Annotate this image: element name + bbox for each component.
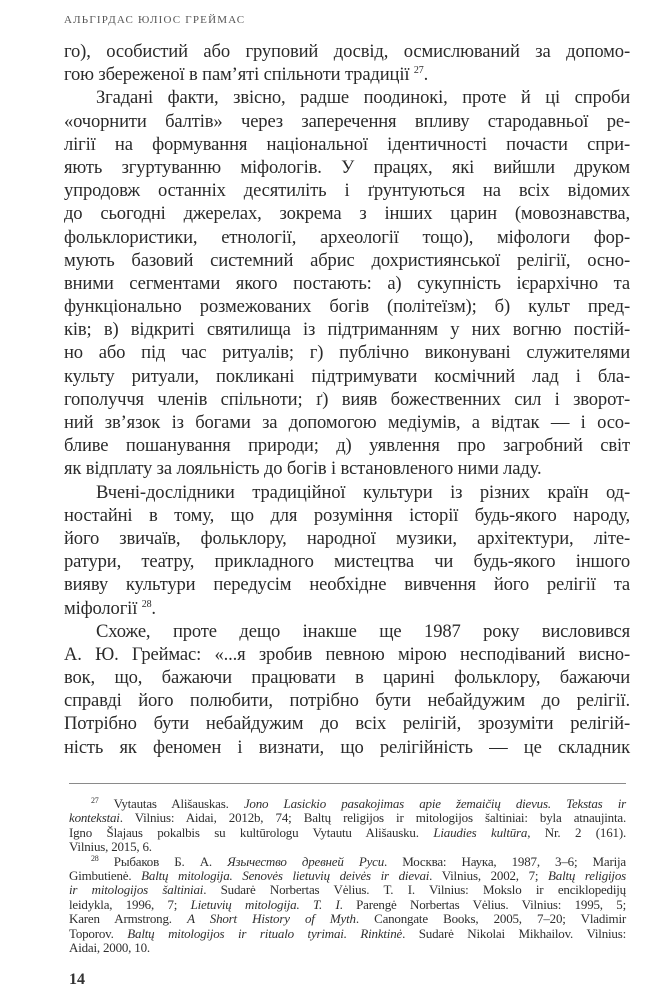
text-line: А. Ю. Греймас: «...я зробив певною мірою несподіваний висно- xyxy=(64,643,630,665)
footnote-line xyxy=(69,811,626,825)
text-line: Згадані факти, звісно, радше поодинокі, проте й ці спроби xyxy=(96,87,630,109)
footnotes xyxy=(69,797,626,955)
body-text xyxy=(64,40,630,759)
footnote-text: leidykla, 1996, 7; xyxy=(69,896,191,912)
text-line: лігії на формування національної ідентичності почасти спри- xyxy=(64,133,630,155)
running-head: АЛЬГІРДАС ЮЛІОС ГРЕЙМАС xyxy=(64,14,246,26)
text-line: вияву культури передусім необхідне вивчення його релігії та xyxy=(64,574,630,596)
text-line: Вчені-дослідники традиційної культури із різних країн од- xyxy=(96,481,630,503)
footnote-text: Toporov. xyxy=(69,925,128,941)
text-line: ків; в) відкриті святилища із підтриманням у них вогню постій- xyxy=(64,319,630,341)
text-line: яють згуртуванню міфологів. У працях, які вийшли друком xyxy=(64,156,630,178)
footnote-title: Baltų religijos xyxy=(548,867,626,883)
footnote-line xyxy=(69,855,626,869)
text-line: Схоже, проте дещо інакше ще 1987 року висловився xyxy=(96,620,630,642)
text-line: до сьогодні джерелах, зокрема з інших царин (мовознавства, xyxy=(64,203,630,225)
text-line: культу ритуали, покликані підтримувати космічний лад і бла- xyxy=(64,365,630,387)
text-line-content: гою збереженої в пам’яті спільноти традиції xyxy=(64,64,410,86)
footnote-ref-27[interactable]: 27 xyxy=(413,65,424,77)
footnote-line: Vilnius, 2015, 6. xyxy=(69,839,152,855)
text-line: вок, що, бажаючи працювати в царині фольклору, бажаючи xyxy=(64,667,630,689)
text-line: міфології $^{28}$. xyxy=(64,597,156,619)
footnote-text: . Vilnius, 2002, 7; xyxy=(429,867,549,883)
text-line: упродовж останніх десятиліть і ґрунтуються на всіх відомих xyxy=(64,180,630,202)
text-line: його звичаїв, фольклору, народної музики, архітектури, літе- xyxy=(64,527,630,549)
text-line: гою збереженої в пам’яті спільноти традиції $^{27}$. xyxy=(64,64,429,86)
footnote-title: Язычество древней Руси xyxy=(227,853,385,869)
footnote-title: A Short History of Myth xyxy=(187,911,356,927)
text-line: го), особистий або груповий досвід, осмислюваний за допомо- xyxy=(64,41,630,62)
page-number: 14 xyxy=(69,971,85,988)
footnote-title: Jono Lasickio pasakojimas apie žemaičių dievus. Tekstas ir xyxy=(243,796,626,811)
footnote-text: Igno Šlajaus pokalbis su kultūrologu Vytautu Ališausku. xyxy=(69,824,434,840)
footnote-line xyxy=(69,912,626,926)
text-line: бливе пошанування природи; д) уявлення про загробний світ xyxy=(64,435,630,457)
text-line: ність як феномен і визнати, що релігійність — це складник xyxy=(64,736,630,758)
footnote-title: kontekstai xyxy=(69,810,120,826)
text-line: гополуччя членів спільноти; ґ) вияв божественних сил і зворот- xyxy=(64,388,630,410)
text-line: ностайні в тому, що для розуміння історії будь-якого народу, xyxy=(64,504,630,526)
text-line: ратури, театру, прикладного мистецтва чи будь-якого іншого xyxy=(64,551,630,573)
footnote-text: . Parengė Norbertas Vėlius. Vilnius: 1995, 5; xyxy=(339,896,627,912)
footnote-text: Vytautas Ališauskas. xyxy=(113,796,244,811)
text-line: Потрібно бути небайдужим до всіх релігій, зрозуміти релігій- xyxy=(64,713,630,735)
footnote-text: . Москва: Наука, 1987, 3–6; Marija xyxy=(384,853,626,869)
footnote-line xyxy=(69,898,626,912)
footnote-title: Baltų mitologijos ir ritualo tyrimai. Rinktinė xyxy=(127,925,403,941)
footnote-title: ir mitologijos šaltiniai xyxy=(69,882,204,898)
footnote-line xyxy=(69,826,626,840)
footnote-title: Baltų mitologija. Senovės lietuvių deivės ir dievai xyxy=(141,867,430,883)
footnote-line xyxy=(69,883,626,897)
text-line: мують базовий системний абрис дохристиянської релігії, осно- xyxy=(64,249,630,271)
text-line: ний зв’язок із богами за допомогою медіумів, а відтак — і осо- xyxy=(64,412,630,433)
footnote-title: Liaudies kultūra xyxy=(433,824,528,840)
footnote-text: Karen Armstrong. xyxy=(69,911,188,927)
footnote-line: Aidai, 2000, 10. xyxy=(69,939,150,955)
footnote-text: . Canongate Books, 2005, 7–20; Vladimir xyxy=(355,911,626,927)
footnote-divider xyxy=(69,783,626,784)
text-line: як відплату за лояльність до богів і встановленого ними ладу. xyxy=(64,458,542,480)
footnote-text: . Vilnius: Aidai, 2012b, 74; Baltų religijos ir mitologijos šaltiniai: byla atnaujinta. xyxy=(119,810,626,826)
footnote-line xyxy=(69,869,626,883)
footnote-27 xyxy=(69,797,626,855)
footnote-line xyxy=(69,797,626,811)
footnote-line xyxy=(69,927,626,941)
text-line: функціонально розмежованих богів (політеїзм); б) культ пред- xyxy=(64,296,630,318)
footnote-28 xyxy=(69,855,626,956)
footnote-text: . Sudarė Norbertas Vėlius. T. I. Vilnius: Mokslo ir enciklopedijų xyxy=(203,882,626,898)
text-line: но або під час ритуалів; г) публічно виконувані служителями xyxy=(64,342,630,364)
footnote-text: . Sudarė Nikolai Mikhailov. Vilnius: xyxy=(402,925,626,941)
footnote-mark: 28 xyxy=(91,853,99,863)
text-line: вними сегментами якого постають: а) сукупність ієрархічно та xyxy=(64,272,630,294)
footnote-text: , Nr. 2 (161). xyxy=(527,824,627,840)
text-line-content: міфології xyxy=(64,597,138,619)
footnote-ref-28[interactable]: 28 xyxy=(141,598,152,610)
text-line: справді його полюбити, потрібно бути небайдужим до релігії. xyxy=(64,690,630,712)
text-line: фольклористики, етнології, археології тощо), міфологи фор- xyxy=(64,226,630,248)
text-line: «очорнити балтів» через заперечення впливу стародавньої ре- xyxy=(64,110,630,132)
footnote-text: Gimbutienė. xyxy=(69,867,142,883)
footnote-title: Lietuvių mitologija. T. I xyxy=(190,896,340,912)
footnote-text: Рыбаков Б. А. xyxy=(113,853,228,869)
footnote-mark: 27 xyxy=(91,796,99,805)
